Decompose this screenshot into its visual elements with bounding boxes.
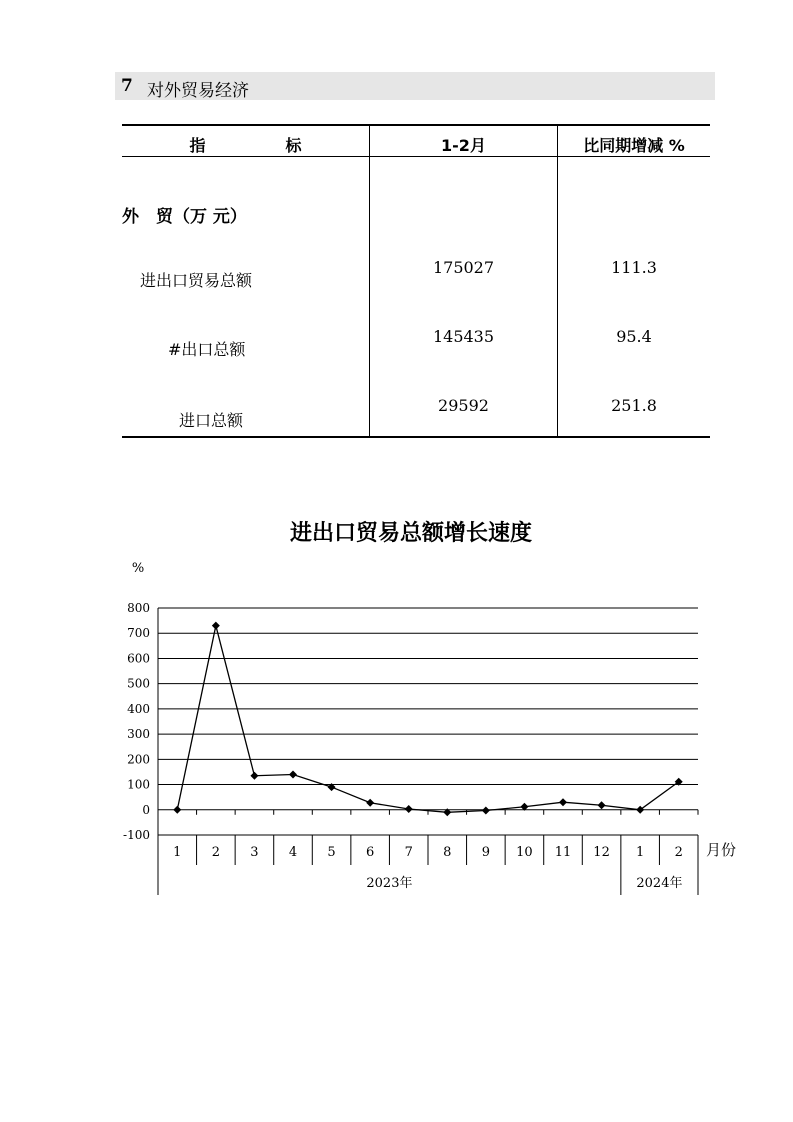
row-value: 145435 (432, 327, 495, 346)
data-point-marker (598, 801, 606, 809)
data-point-marker (212, 622, 220, 630)
y-tick-label: 100 (127, 777, 150, 792)
x-tick-label: 2 (211, 845, 220, 860)
y-tick-label: 0 (142, 802, 150, 817)
table-bottom-rule (122, 436, 710, 438)
table-top-rule (122, 124, 710, 126)
data-point-marker (173, 806, 181, 814)
x-tick-label: 3 (250, 845, 259, 860)
row-change: 95.4 (616, 327, 652, 346)
row-change: 111.3 (611, 258, 657, 277)
table-column-divider (557, 124, 558, 437)
x-tick-label: 7 (404, 845, 413, 860)
x-tick-label: 1 (173, 845, 182, 860)
y-tick-label: 200 (127, 752, 150, 767)
y-tick-label: 500 (127, 676, 150, 691)
data-point-marker (559, 798, 567, 806)
row-value: 175027 (432, 258, 495, 277)
row-change: 251.8 (611, 396, 657, 415)
x-tick-label: 8 (443, 845, 452, 860)
row-value: 29592 (438, 396, 489, 415)
year-group-label: 2024年 (636, 876, 683, 891)
chart-canvas (0, 500, 793, 920)
data-point-marker (289, 770, 297, 778)
x-tick-label: 9 (481, 845, 490, 860)
year-group-label: 2023年 (366, 876, 413, 891)
row-label: 进出口贸易总额 (140, 271, 253, 290)
data-point-marker (482, 807, 490, 815)
row-label: #出口总额 (168, 340, 246, 359)
header-period: 1-2月 (441, 136, 486, 155)
header-change: 比同期增减 % (583, 136, 685, 155)
data-point-marker (405, 805, 413, 813)
y-tick-label: 400 (127, 701, 150, 716)
x-tick-label: 12 (593, 845, 610, 860)
y-axis-label: % (131, 561, 145, 576)
y-tick-label: 600 (127, 651, 150, 666)
x-axis-label: 月份 (706, 841, 737, 859)
section-title: 对外贸易经济 (147, 81, 249, 101)
x-tick-label: 11 (554, 845, 572, 860)
header-indicator: 指 标 (189, 136, 302, 155)
x-tick-label: 6 (366, 845, 375, 860)
section-header (115, 72, 715, 100)
x-tick-label: 10 (516, 845, 533, 860)
data-point-marker (366, 799, 374, 807)
x-tick-label: 4 (288, 845, 298, 860)
x-tick-label: 1 (636, 845, 645, 860)
table-column-divider (369, 124, 370, 437)
section-number: 7 (121, 76, 133, 96)
x-tick-label: 5 (327, 845, 336, 860)
x-tick-label: 2 (674, 845, 683, 860)
data-point-marker (250, 772, 258, 780)
trade-growth-chart (0, 500, 793, 920)
group-label: 外 贸（万 元） (122, 207, 247, 227)
y-tick-label: 700 (127, 626, 150, 641)
y-tick-label: 300 (127, 727, 150, 742)
chart-title: 进出口贸易总额增长速度 (289, 521, 533, 546)
trade-table (122, 124, 710, 438)
table-header-rule (122, 156, 710, 157)
y-tick-label: 800 (127, 601, 150, 615)
y-tick-label: -100 (123, 828, 150, 842)
row-label: 进口总额 (179, 411, 244, 430)
